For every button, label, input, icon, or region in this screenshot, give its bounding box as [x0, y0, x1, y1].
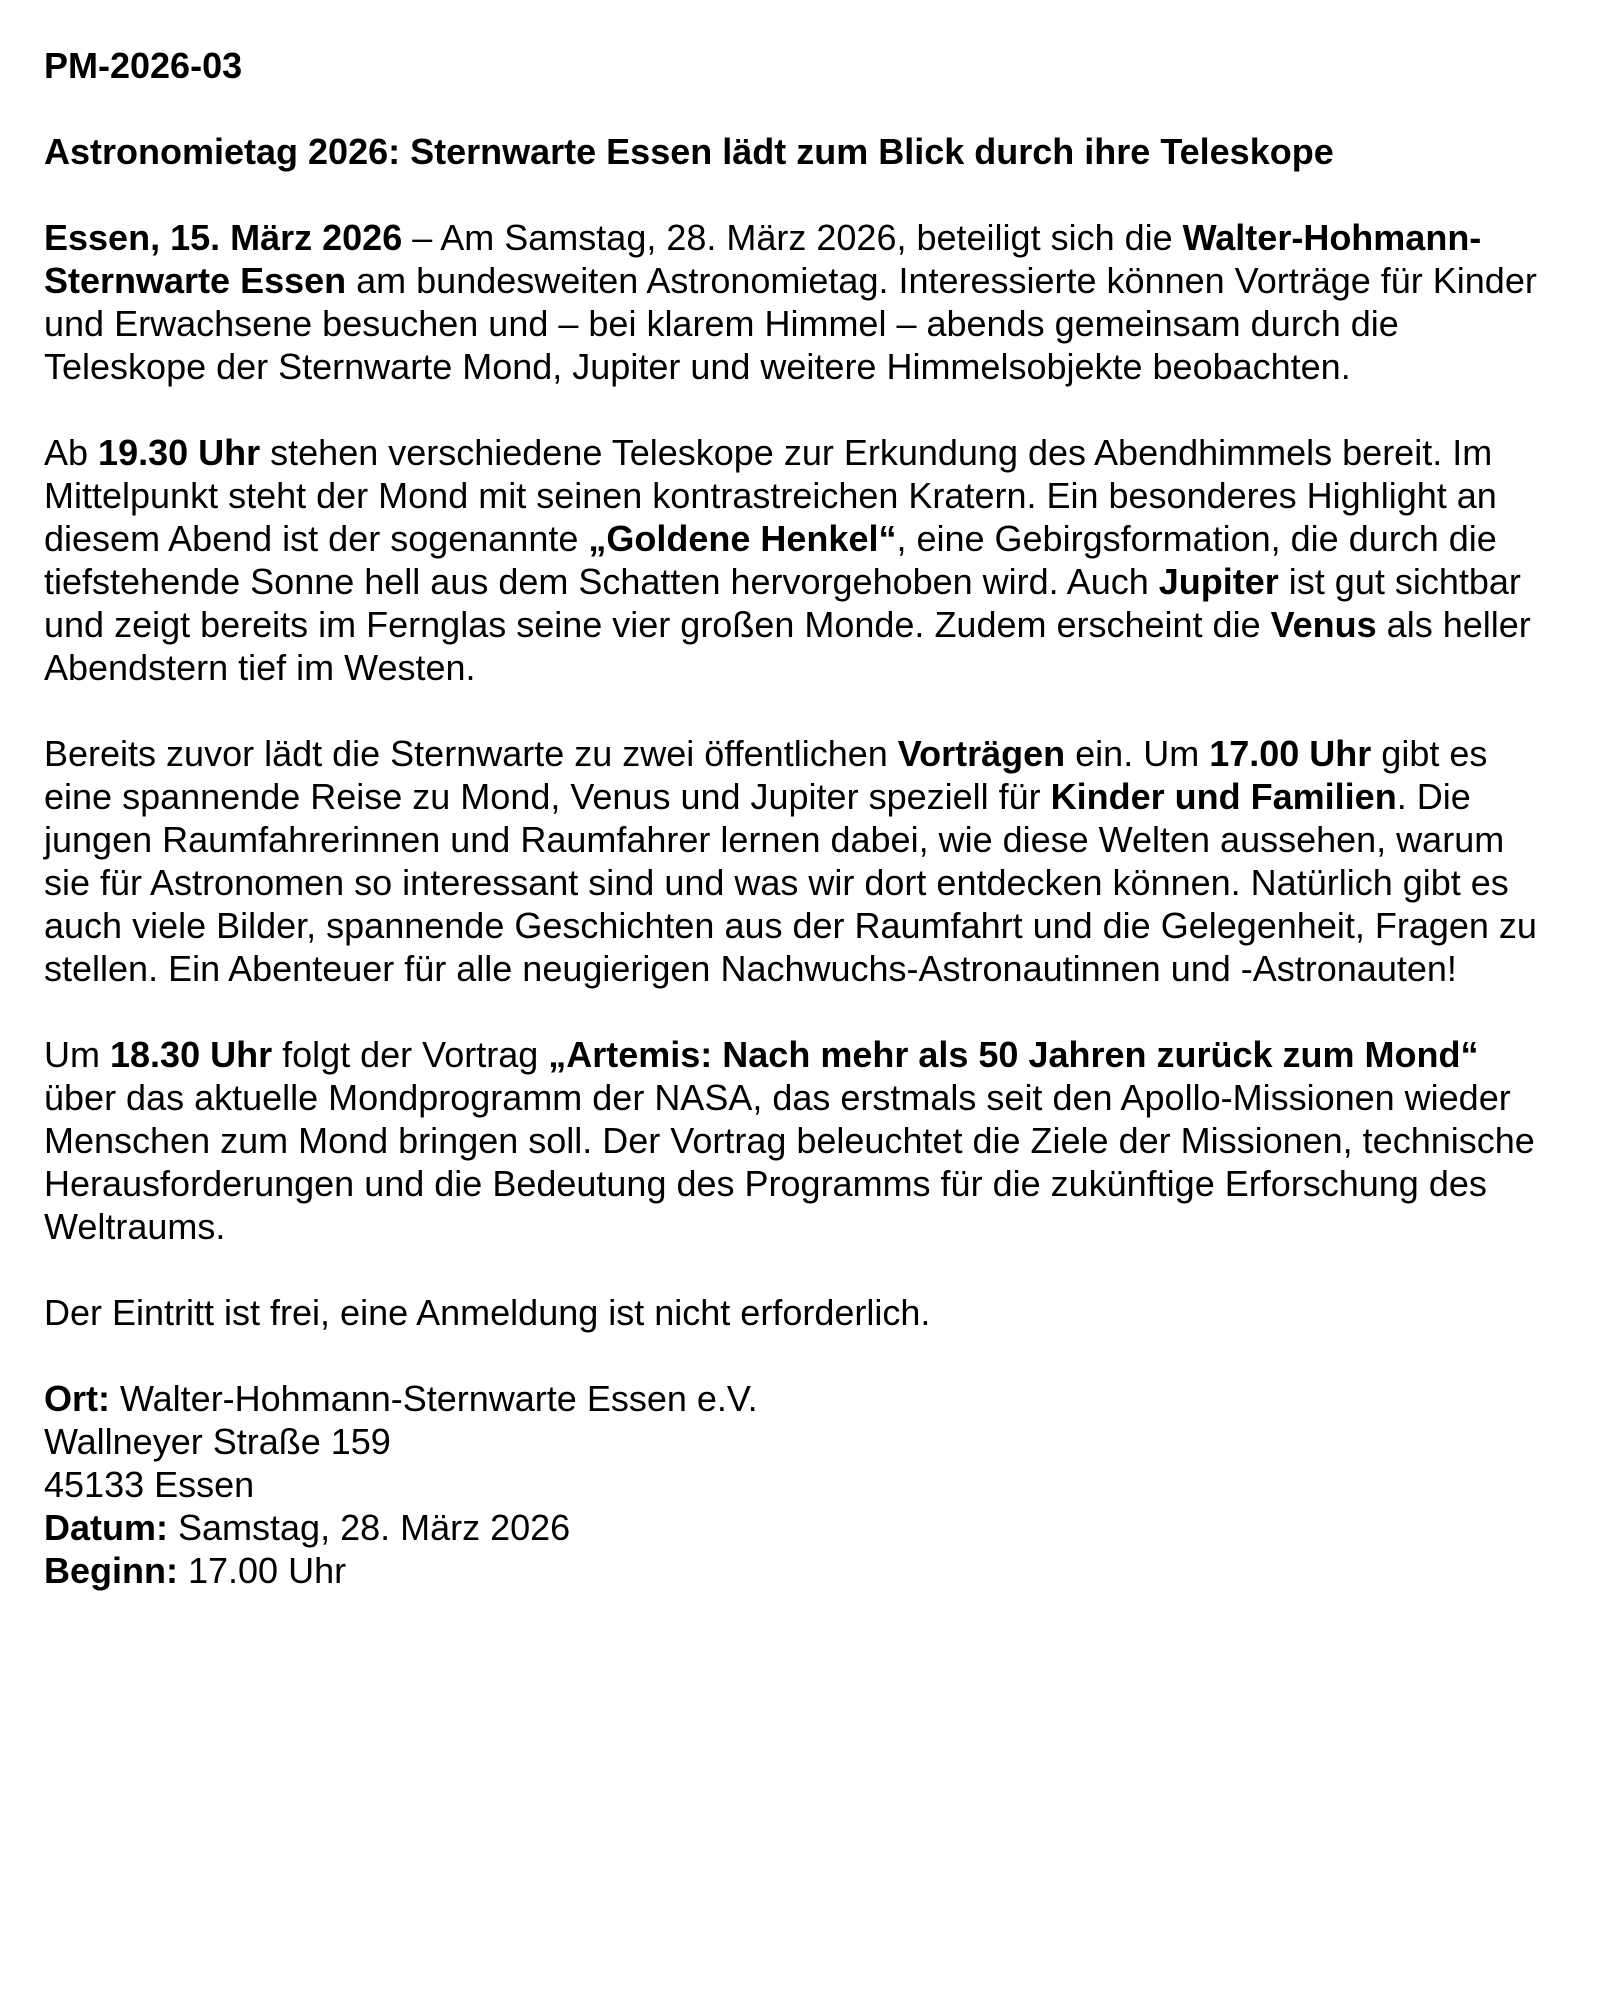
- text-segment: ist gut sichtbar und zeigt bereits im Fernglas seine vier großen Monde. Zudem erscheint die: [44, 561, 1521, 645]
- document-title: Astronomietag 2026: Sternwarte Essen lädt zum Blick durch ihre Teleskope: [44, 131, 1334, 172]
- text-segment-bold: Venus: [1270, 604, 1377, 645]
- text-segment-bold: Beginn:: [44, 1550, 178, 1591]
- event-info-block: [44, 1377, 1556, 1592]
- text-segment-bold: Walter-Hohmann-Sternwarte Essen: [44, 217, 1482, 301]
- text-segment-bold: 17.00 Uhr: [1209, 733, 1372, 774]
- text-segment: Ab: [44, 432, 99, 473]
- text-segment: folgt der Vortrag: [272, 1034, 549, 1075]
- text-segment-bold: Essen, 15. März 2026: [44, 217, 403, 258]
- info-line: [44, 1377, 1556, 1420]
- text-segment-bold: Vorträgen: [897, 733, 1066, 774]
- text-segment: ein. Um: [1065, 733, 1210, 774]
- text-segment: . Die jungen Raumfahrerinnen und Raumfahrer lernen dabei, wie diese Welten aussehen, warum sie für Astronomen so interessant sind und was wir dort entdecken können. Natürlich gibt es auch viele Bilder, spannende Geschichten aus der Raumfahrt und die Gelegenheit, Fragen zu stellen. Ein Abenteuer für alle neugierigen Nachwuchs-Astronautinnen und -Astronauten!: [44, 776, 1537, 989]
- info-line: [44, 1549, 1556, 1592]
- document-reference: PM-2026-03: [44, 45, 243, 86]
- text-segment: Wallneyer Straße 159: [44, 1421, 391, 1462]
- paragraph: [44, 1033, 1556, 1248]
- text-segment-bold: 19.30 Uhr: [98, 432, 261, 473]
- text-segment: am bundesweiten Astronomietag. Interessierte können Vorträge für Kinder und Erwachsene besuchen und – bei klarem Himmel – abends gemeinsam durch die Teleskope der Sternwarte Mond, Jupiter und weitere Himmelsobjekte beobachten.: [44, 260, 1537, 387]
- text-segment: 45133 Essen: [44, 1464, 255, 1505]
- text-segment: Bereits zuvor lädt die Sternwarte zu zwei öffentlichen: [44, 733, 898, 774]
- info-line: [44, 1463, 1556, 1506]
- text-segment: Um: [44, 1034, 110, 1075]
- info-line: [44, 1506, 1556, 1549]
- paragraph: [44, 216, 1556, 388]
- text-segment-bold: Datum:: [44, 1507, 168, 1548]
- text-segment-bold: „Artemis: Nach mehr als 50 Jahren zurück zum Mond“: [548, 1034, 1479, 1075]
- text-segment: als heller Abendstern tief im Westen.: [44, 604, 1531, 688]
- body-paragraphs: [44, 216, 1556, 1334]
- text-segment: über das aktuelle Mondprogramm der NASA, das erstmals seit den Apollo-Missionen wieder Menschen zum Mond bringen soll. Der Vortrag beleuchtet die Ziele der Missionen, technische Herausforderungen und die Bedeutung des Programms für die zukünftige Erforschung des Weltraums.: [44, 1077, 1535, 1247]
- text-segment-bold: Jupiter: [1158, 561, 1279, 602]
- text-segment: gibt es eine spannende Reise zu Mond, Venus und Jupiter speziell für: [44, 733, 1488, 817]
- text-segment-bold: Ort:: [44, 1378, 110, 1419]
- text-segment: – Am Samstag, 28. März 2026, beteiligt sich die: [402, 217, 1183, 258]
- text-segment-bold: „Goldene Henkel“: [588, 518, 897, 559]
- text-segment-bold: Kinder und Familien: [1050, 776, 1397, 817]
- info-line: [44, 1420, 1556, 1463]
- text-segment: Walter-Hohmann-Sternwarte Essen e.V.: [110, 1378, 758, 1419]
- text-segment: 17.00 Uhr: [177, 1550, 347, 1591]
- paragraph: [44, 1291, 1556, 1334]
- paragraph: [44, 732, 1556, 990]
- text-segment: stehen verschiedene Teleskope zur Erkundung des Abendhimmels bereit. Im Mittelpunkt steht der Mond mit seinen kontrastreichen Kratern. Ein besonderes Highlight an diesem Abend ist der sogenannte: [44, 432, 1497, 559]
- text-segment: , eine Gebirgsformation, die durch die tiefstehende Sonne hell aus dem Schatten hervorgehoben wird. Auch: [44, 518, 1497, 602]
- text-segment: Samstag, 28. März 2026: [168, 1507, 571, 1548]
- text-segment-bold: 18.30 Uhr: [110, 1034, 273, 1075]
- paragraph: [44, 431, 1556, 689]
- text-segment: Der Eintritt ist frei, eine Anmeldung ist nicht erforderlich.: [44, 1292, 931, 1333]
